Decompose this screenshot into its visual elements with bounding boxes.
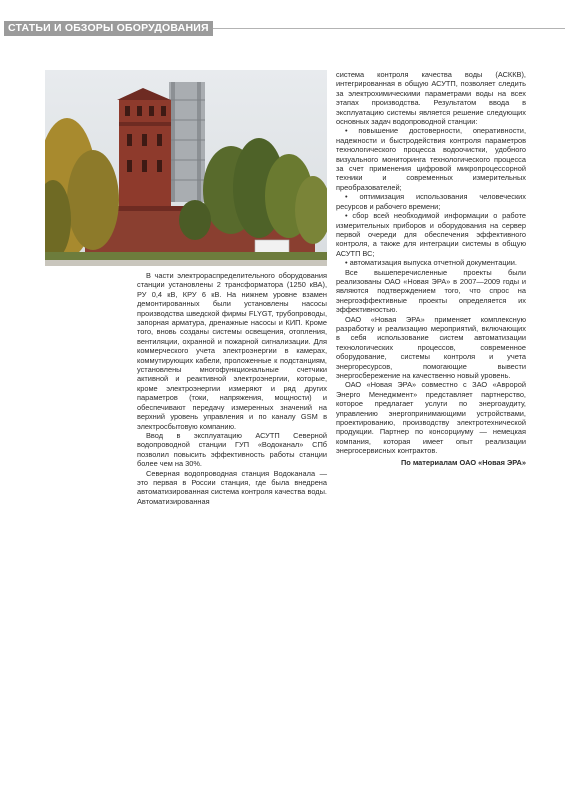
right-text-column (336, 70, 526, 467)
paragraph: ОАО «Новая ЭРА» применяет комплексную разработку и реализацию мероприятий, включающих в себя использование систем автоматизации технологических процессов, современное оборудование, системы контроля и учета энергоресурсов, помогающие вывести энергосбережение на качественно новый уровень. (336, 314, 526, 380)
paragraph: Северная водопроводная станция Водоканала — это первая в России станция, где была внедрена автоматизированная система контроля качества воды. Автоматизированная (137, 468, 327, 506)
water-tower-photo (45, 70, 327, 266)
paragraph: В части электрораспределительного оборудования станции установлены 2 трансформатора (1250 кВА), РУ 0,4 кВ, КРУ 6 кВ. На нижнем уровне взамен демонтированных были установлены насосы производства шведской фирмы FLYGT, трубопроводы, запорная арматура, дренажные насосы и КИП. Кроме того, вновь созданы системы освещения, отопления, вентиляции, охранной и пожарной сигнализации. Для коммерческого учета электроэнергии в камерах, коммутирующих кабели, проложенные к подстанциям, установлены многофункциональные счетчики активной и реактивной электроэнергии, которые, кроме электроэнергии измеряют и ряд других параметров (токи, напряжения, мощности) и обеспечивают передачу измеренных значений на верхний уровень управления и по каналу GSM в электросбытовую компанию. (137, 271, 327, 431)
paragraph: Все вышеперечисленные проекты были реализованы ОАО «Новая ЭРА» в 2007—2009 годы и являются подтверждением того, что спрос на энергоэффективные проекты определяется их эффективностью. (336, 267, 526, 315)
header-divider (213, 28, 565, 29)
left-text-column (137, 271, 327, 506)
paragraph: Ввод в эксплуатацию АСУТП Северной водопроводной станции ГУП «Водоканал» СПб позволил повысить эффективность работы станции более чем на 30%. (137, 430, 327, 469)
paragraph: ОАО «Новая ЭРА» совместно с ЗАО «Авророй Энерго Менеджмент» представляет партнерство, которое предлагает услуги по энергоаудиту, управлению энергопринимающими устройствами, проектированию, производству электротехнической продукции. Партнер по консорциуму — немецкая компания, которая имеет опыт реализации энергосервисных контрактов. (336, 380, 526, 456)
paragraph-continued: система контроля качества воды (АСККВ), интегрированная в общую АСУТП, позволяет следить за электрохимическими параметрами воды на всех этапах производства. Результатом ввода в эксплуатацию системы является решение следующих основных задач водопроводной станции: (336, 70, 526, 127)
bullet-item: • сбор всей необходимой информации о работе измерительных приборов и оборудования на сервер первой очереди для обеспечения эффективного контроля, а также для интеграции системы в общую АСУТП ВС; (336, 211, 526, 258)
source-signature: По материалам ОАО «Новая ЭРА» (400, 457, 526, 467)
bullet-item: • автоматизация выпуска отчетной документации. (345, 258, 517, 268)
bullet-item: • повышение достоверности, оперативности, надежности и быстродействия контроля параметров технологического процесса водоочистки, удобного визуального мониторинга технологического процесса за счет применения цифровой микропроцессорной техники и современных измерительных преобразователей; (336, 126, 526, 192)
section-header: СТАТЬИ И ОБЗОРЫ ОБОРУДОВАНИЯ (4, 21, 213, 36)
bullet-item: • оптимизация использования человеческих ресурсов и рабочего времени; (336, 192, 526, 211)
